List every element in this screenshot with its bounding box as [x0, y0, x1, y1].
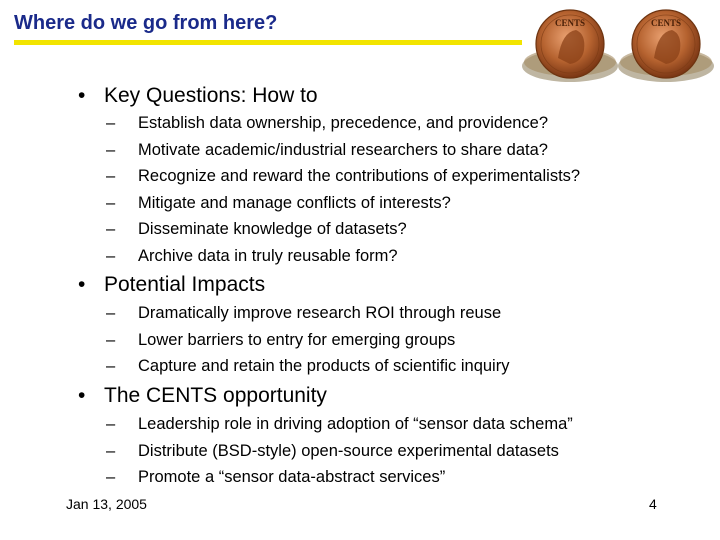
list-item-text: Dramatically improve research ROI through reuse: [138, 304, 502, 322]
logo-coin-text-right: CENTS: [650, 18, 682, 28]
potential-impacts-list: [106, 300, 509, 380]
list-item: – Capture and retain the products of scientific inquiry: [106, 357, 510, 375]
section-heading-potential-impacts: [78, 272, 265, 298]
section-heading-key-questions: [78, 83, 318, 109]
list-item-text: Recognize and reward the contributions of experimentalists?: [138, 167, 581, 185]
list-item: – Dramatically improve research ROI through reuse: [106, 304, 502, 322]
list-item: – Leadership role in driving adoption of “sensor data schema”: [106, 415, 573, 433]
list-item-text: Leadership role in driving adoption of “sensor data schema”: [138, 415, 573, 433]
list-item-text: Motivate academic/industrial researchers to share data?: [138, 140, 548, 159]
key-questions-list: [106, 110, 580, 269]
list-item: – Disseminate knowledge of datasets?: [106, 220, 407, 238]
list-item: – Motivate academic/industrial researchers to share data?: [106, 140, 548, 159]
slide-title: Where do we go from here?: [14, 12, 278, 34]
list-item: – Recognize and reward the contributions of experimentalists?: [106, 167, 581, 185]
section-heading-text: The CENTS opportunity: [104, 384, 327, 407]
bullet-dot: •: [78, 384, 86, 407]
section-heading-text: Potential Impacts: [104, 273, 266, 296]
title-underline: [14, 40, 522, 45]
list-item-text: Promote a “sensor data-abstract services”: [138, 468, 446, 486]
list-item-text: Lower barriers to entry for emerging groups: [138, 330, 456, 349]
list-item-text: Archive data in truly reusable form?: [138, 246, 398, 265]
bullet-dot: •: [78, 273, 86, 296]
list-item-text: Distribute (BSD-style) open-source experimental datasets: [138, 441, 559, 460]
list-item: – Promote a “sensor data-abstract services”: [106, 468, 446, 486]
list-item: – Distribute (BSD-style) open-source experimental datasets: [106, 441, 559, 460]
list-item: – Establish data ownership, precedence, and providence?: [106, 114, 549, 132]
list-item: – Lower barriers to entry for emerging groups: [106, 330, 456, 349]
list-item: – Mitigate and manage conflicts of interests?: [106, 193, 451, 212]
list-item-text: Mitigate and manage conflicts of interests?: [138, 193, 451, 212]
cents-penny-logo: [518, 6, 718, 86]
list-item: – Archive data in truly reusable form?: [106, 246, 398, 265]
slide-number: 4: [649, 496, 657, 512]
section-heading-text: Key Questions: How to: [104, 84, 318, 107]
bullet-dot: •: [78, 84, 86, 107]
list-item-text: Capture and retain the products of scientific inquiry: [138, 357, 510, 375]
cents-opportunity-list: [106, 411, 573, 491]
list-item-text: Disseminate knowledge of datasets?: [138, 220, 407, 238]
footer-date: Jan 13, 2005: [66, 496, 147, 512]
list-item-text: Establish data ownership, precedence, and providence?: [138, 114, 549, 132]
logo-coin-text-left: CENTS: [554, 18, 586, 28]
section-heading-cents-opportunity: [78, 383, 327, 409]
